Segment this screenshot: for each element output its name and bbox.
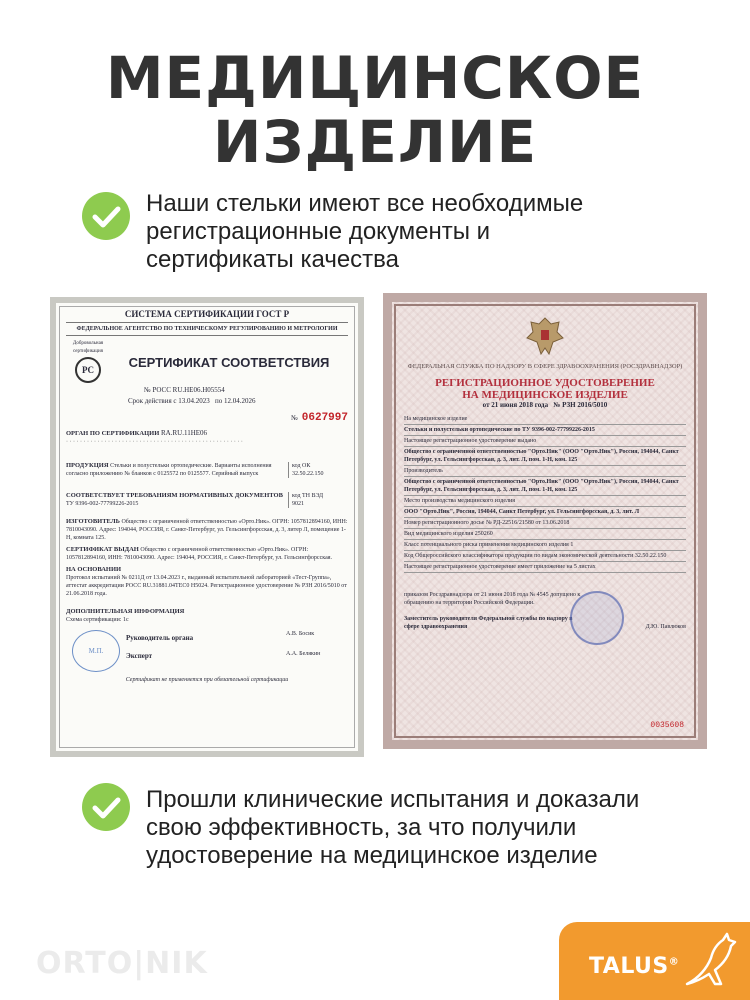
reg-row: Общество с ограниченной ответственностью "Орто.Ник" (ООО "Орто.Ник"), Россия, 194044, Санкт Петербург, ул. Гельсингфорсская, д. 3, лит. Л, пом. 1-Н, ком. 125 <box>404 447 686 466</box>
cert-mark-label: Добровольная сертификация <box>72 341 104 354</box>
check-icon <box>82 783 130 831</box>
cert-maker-label: ИЗГОТОВИТЕЛЬ <box>66 518 120 525</box>
cert-maker-text: Общество с ограниченной ответственностью «Орто.Ник». ОГРН: 1057812894160, ИНН: 7810043090. Адрес: 194044, РОССИЯ, г. Санкт-Петербург, ул. Гельсингфорсская, д. 3, литер Л, помещение 1-Н, комната 125. <box>66 519 348 541</box>
cert-basis-text: Протокол испытаний № 0211Д от 13.04.2023 г., выданный испытательной лабораторией «Тест-Группа», аттестат аккредитации РОСС RU.31881.04ТЕС0 Н5024. Регистрационное удостоверение № РЗН 2016/5010 от 21.06.2018 года. <box>66 575 347 597</box>
cert-issued-label: СЕРТИФИКАТ ВЫДАН <box>66 546 139 553</box>
headline-line-2: ИЗДЕЛИЕ <box>212 108 538 176</box>
cert-organ-code: RA.RU.11HE06 <box>161 429 208 437</box>
cert-from-label: с <box>173 397 177 405</box>
cert-title: СЕРТИФИКАТ СООТВЕТСТВИЯ <box>128 354 330 370</box>
talus-text: TALUS <box>589 954 669 979</box>
reg-row: Настоящее регистрационное удостоверение имеет приложение на 5 листах <box>404 562 686 573</box>
cert-tnved-label: код ТН ВЭД <box>292 493 324 499</box>
cert-serial: 0627997 <box>301 412 348 424</box>
cert-organ-details: · · · · · · · · · · · · · · · · · · · · · · · · · · · · · · · · · · · · · · · · · · · · · · · · · · · <box>66 439 243 445</box>
cert-system: СИСТЕМА СЕРТИФИКАЦИИ ГОСТ Р <box>124 309 290 319</box>
cert-product-label: ПРОДУКЦИЯ <box>66 462 109 469</box>
cert-extra-text: Схема сертификации: 1с <box>66 617 129 623</box>
headline-line-1: МЕДИЦИНСКОЕ <box>105 44 645 112</box>
conformity-certificate-image <box>50 297 364 757</box>
reg-row: ООО "Орто.Ник", Россия, 194044, Санкт Петербург, ул. Гельсингфорсская, д. 3, лит. Л <box>404 507 686 518</box>
reg-row: Вид медицинского изделия 250260 <box>404 529 686 540</box>
registered-mark: ® <box>668 956 680 968</box>
ortonik-logo: ORTO|NIK <box>36 946 208 981</box>
reg-agency: ФЕДЕРАЛЬНАЯ СЛУЖБА ПО НАДЗОРУ В СФЕРЕ ЗДРАВООХРАНЕНИЯ (РОСЗДРАВНАДЗОР) <box>407 363 683 370</box>
cert-stamp-text: М.П. <box>88 647 104 655</box>
cert-number-label: № <box>144 386 151 394</box>
bullet-1-line-2: регистрационные документы и <box>146 218 491 245</box>
bullet-1-line-3: сертификаты качества <box>146 246 399 273</box>
cert-agency: ФЕДЕРАЛЬНОЕ АГЕНТСТВО ПО ТЕХНИЧЕСКОМУ РЕГУЛИРОВАНИЮ И МЕТРОЛОГИИ <box>76 326 338 332</box>
cert-basis-label: НА ОСНОВАНИИ <box>66 566 122 573</box>
cert-expert-label: Эксперт <box>126 652 153 660</box>
cert-valid-to: 12.04.2026 <box>224 397 256 405</box>
check-icon <box>82 192 130 240</box>
cert-to-label: по <box>215 397 223 405</box>
reg-signer-title: Заместитель руководителя Федеральной службы по надзору в сфере здравоохранения <box>404 616 573 630</box>
reg-row: Код Общероссийского классификатора продукции по видам экономической деятельности 32.50.22.150 <box>404 551 686 562</box>
cert-req-text: ТУ 9396-002-77799226-2015 <box>66 501 139 507</box>
reg-serial: 0035608 <box>650 721 684 730</box>
bullet-2-line-2: свою эффективность, за что получили <box>146 814 577 841</box>
cert-tnved: 9021 <box>292 501 304 507</box>
seal-icon <box>570 591 624 645</box>
bullet-1-line-1: Наши стельки имеют все необходимые <box>146 190 584 217</box>
reg-row: Стельки и полустельки ортопедические по ТУ 9396-002-77799226-2015 <box>404 425 686 436</box>
reg-signer-name: Д.Ю. Павлюков <box>645 624 686 630</box>
cert-number: РОСС RU.НЕ06.Н05554 <box>152 386 225 394</box>
cert-issued-text: Общество с ограниченной ответственностью «Орто.Ник». ОГРН: 1057812894160, ИНН: 7810043090. Адрес: 194044, РОССИЯ, г. Санкт-Петербург, ул. Гельсингфорсская. <box>66 547 332 561</box>
cert-valid-from: 13.04.2023 <box>178 397 210 405</box>
reg-order-text: приказом Росздравнадзора от 21 июня 2018 года № 4545 допущено к обращению на территории Российской Федерации. <box>404 592 581 606</box>
cert-expert-name: А.А. Белякин <box>286 651 321 657</box>
bullet-text-documents <box>146 190 706 274</box>
bullet-2-line-3: удостоверение на медицинское изделие <box>146 842 598 869</box>
reg-date: от 21 июня 2018 года <box>482 401 549 409</box>
cert-serial-prefix: № <box>291 414 298 422</box>
coat-of-arms-icon <box>404 314 686 363</box>
cert-validity-label: Срок действия <box>128 397 172 405</box>
bullet-text-clinical <box>146 786 726 870</box>
reg-number: № РЗН 2016/5010 <box>553 401 608 409</box>
cert-product-text: Стельки и полустельки ортопедические. Варианты исполнения согласно приложению № бланков с 0125572 по 0125577. Серийный выпуск <box>66 463 272 477</box>
cert-extra-label: ДОПОЛНИТЕЛЬНАЯ ИНФОРМАЦИЯ <box>66 608 185 615</box>
reg-row: Производитель <box>404 466 686 477</box>
cert-head-label: Руководитель органа <box>126 634 194 642</box>
reg-title-1: РЕГИСТРАЦИОННОЕ УДОСТОВЕРЕНИЕ <box>435 377 655 389</box>
bullet-2-line-1: Прошли клинические испытания и доказали <box>146 786 640 813</box>
headline <box>0 46 750 174</box>
reg-row: Место производства медицинского изделия <box>404 496 686 507</box>
cert-head-name: А.В. Босик <box>286 631 315 637</box>
cert-organ-label: ОРГАН ПО СЕРТИФИКАЦИИ <box>66 430 160 437</box>
talus-logo <box>559 922 750 1000</box>
cert-mark: РС <box>75 357 101 383</box>
reg-row: На медицинское изделие <box>404 414 686 425</box>
cert-okpd: 32.50.22.150 <box>292 471 324 477</box>
talus-wordmark <box>589 954 679 979</box>
reg-title-2: НА МЕДИЦИНСКОЕ ИЗДЕЛИЕ <box>462 389 628 401</box>
registration-certificate-image <box>383 293 707 749</box>
reg-row: Настоящее регистрационное удостоверение выдано <box>404 436 686 447</box>
reg-row: Номер регистрационного досье № РД-22516/21580 от 13.06.2018 <box>404 518 686 529</box>
kangaroo-icon <box>677 928 743 992</box>
cert-okpd-label: код ОК <box>292 463 311 469</box>
reg-row: Общество с ограниченной ответственностью "Орто.Ник" (ООО "Орто.Ник"), Россия, 194044, Санкт Петербург, ул. Гельсингфорсская, д. 3, лит. Л, пом. 1-Н, ком. 125 <box>404 477 686 496</box>
reg-row: Класс потенциального риска применения медицинского изделия 1 <box>404 540 686 551</box>
rst-mark-icon <box>66 340 110 384</box>
cert-req-label: СООТВЕТСТВУЕТ ТРЕБОВАНИЯМ НОРМАТИВНЫХ ДОКУМЕНТОВ <box>66 492 283 499</box>
stamp-icon <box>72 630 120 672</box>
cert-footer: Сертификат не применяется при обязательной сертификации <box>125 677 289 683</box>
